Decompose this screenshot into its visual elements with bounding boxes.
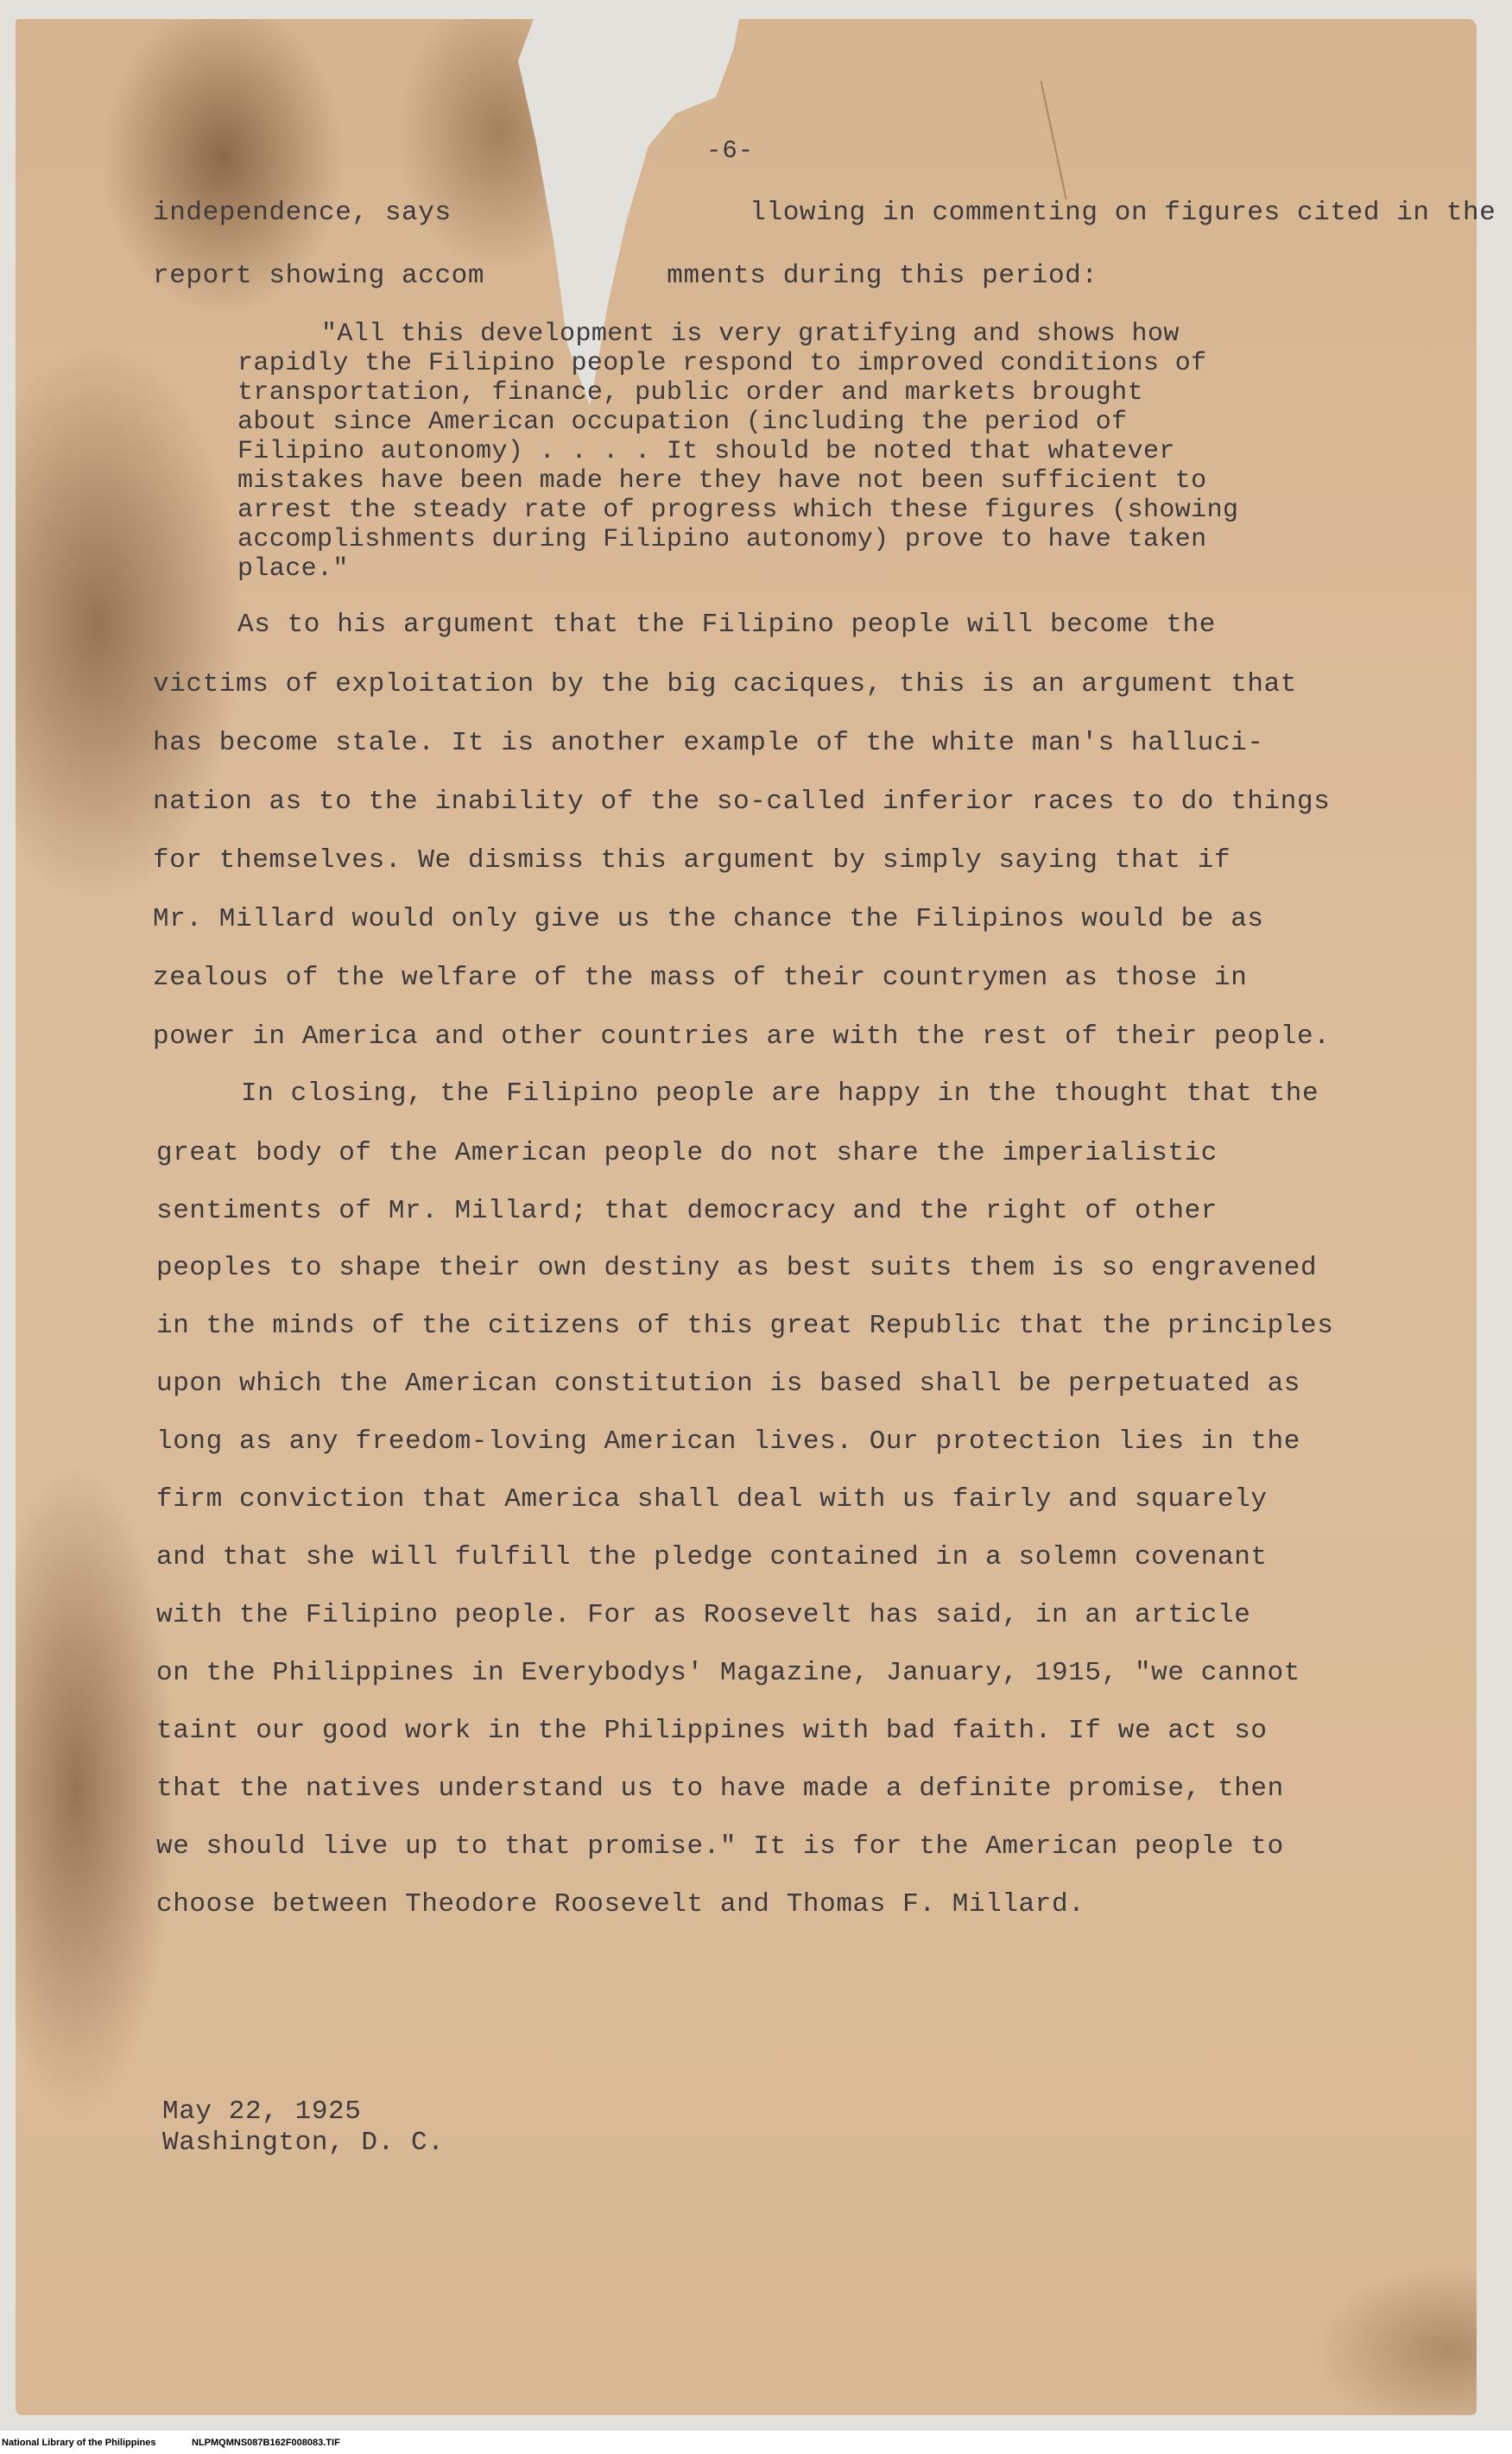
quote-line: about since American occupation (including the period of	[237, 408, 1128, 437]
paragraph-line: has become stale. It is another example of the white man's halluci-	[153, 728, 1264, 758]
paragraph-line: for themselves. We dismiss this argument by simply saying that if	[153, 845, 1231, 876]
archive-footer	[0, 2431, 1512, 2454]
paragraph-line: taint our good work in the Philippines with bad faith. If we act so	[156, 1716, 1268, 1746]
paragraph-line: in the minds of the citizens of this great Republic that the principles	[156, 1311, 1334, 1341]
paragraph-line: As to his argument that the Filipino people will become the	[237, 610, 1216, 640]
page-number: -6-	[706, 136, 755, 165]
paragraph-line: on the Philippines in Everybodys' Magazine, January, 1915, "we cannot	[156, 1658, 1301, 1688]
paragraph-line: zealous of the welfare of the mass of their countrymen as those in	[153, 963, 1248, 993]
paragraph-line: nation as to the inability of the so-called inferior races to do things	[153, 787, 1331, 817]
quote-line: accomplishments during Filipino autonomy) prove to have taken	[237, 525, 1207, 554]
paragraph-line: victims of exploitation by the big caciques, this is an argument that	[153, 669, 1298, 699]
closing-date: May 22, 1925	[162, 2097, 362, 2127]
quote-line: Filipino autonomy) . . . . It should be noted that whatever	[237, 437, 1175, 466]
body-line: report showing accom mments during this period:	[153, 261, 1098, 291]
quote-line: place."	[237, 554, 349, 584]
quote-line: transportation, finance, public order and markets brought	[237, 378, 1143, 408]
paragraph-line: we should live up to that promise." It is for the American people to	[156, 1831, 1284, 1862]
institution-label: National Library of the Philippines	[2, 2438, 156, 2448]
paragraph-line: great body of the American people do not share the imperialistic	[156, 1138, 1218, 1168]
paragraph-line: sentiments of Mr. Millard; that democracy and the right of other	[156, 1196, 1218, 1226]
paragraph-line: choose between Theodore Roosevelt and Thomas F. Millard.	[156, 1889, 1085, 1920]
quote-line: mistakes have been made here they have not been sufficient to	[237, 466, 1207, 496]
quote-line: "All this development is very gratifying and shows how	[321, 319, 1180, 349]
paragraph-line: firm conviction that America shall deal with us fairly and squarely	[156, 1484, 1268, 1515]
file-id-label: NLPMQMNS087B162F008083.TIF	[192, 2438, 340, 2448]
paragraph-line: In closing, the Filipino people are happy in the thought that the	[241, 1078, 1319, 1109]
quote-line: arrest the steady rate of progress which these figures (showing	[237, 496, 1239, 525]
paragraph-line: peoples to shape their own destiny as best suits them is so engravened	[156, 1253, 1318, 1283]
paragraph-line: Mr. Millard would only give us the chance the Filipinos would be as	[153, 904, 1264, 934]
paragraph-line: power in America and other countries are with the rest of their people.	[153, 1021, 1331, 1052]
paragraph-line: that the natives understand us to have made a definite promise, then	[156, 1774, 1284, 1804]
closing-place: Washington, D. C.	[162, 2128, 445, 2158]
body-line: independence, says llowing in commenting on figures cited in the	[153, 198, 1496, 228]
paragraph-line: with the Filipino people. For as Roosevelt has said, in an article	[156, 1600, 1251, 1630]
paragraph-line: upon which the American constitution is based shall be perpetuated as	[156, 1369, 1301, 1399]
quote-line: rapidly the Filipino people respond to improved conditions of	[237, 349, 1207, 378]
paragraph-line: and that she will fulfill the pledge contained in a solemn covenant	[156, 1542, 1268, 1572]
paragraph-line: long as any freedom-loving American lives. Our protection lies in the	[156, 1426, 1301, 1457]
